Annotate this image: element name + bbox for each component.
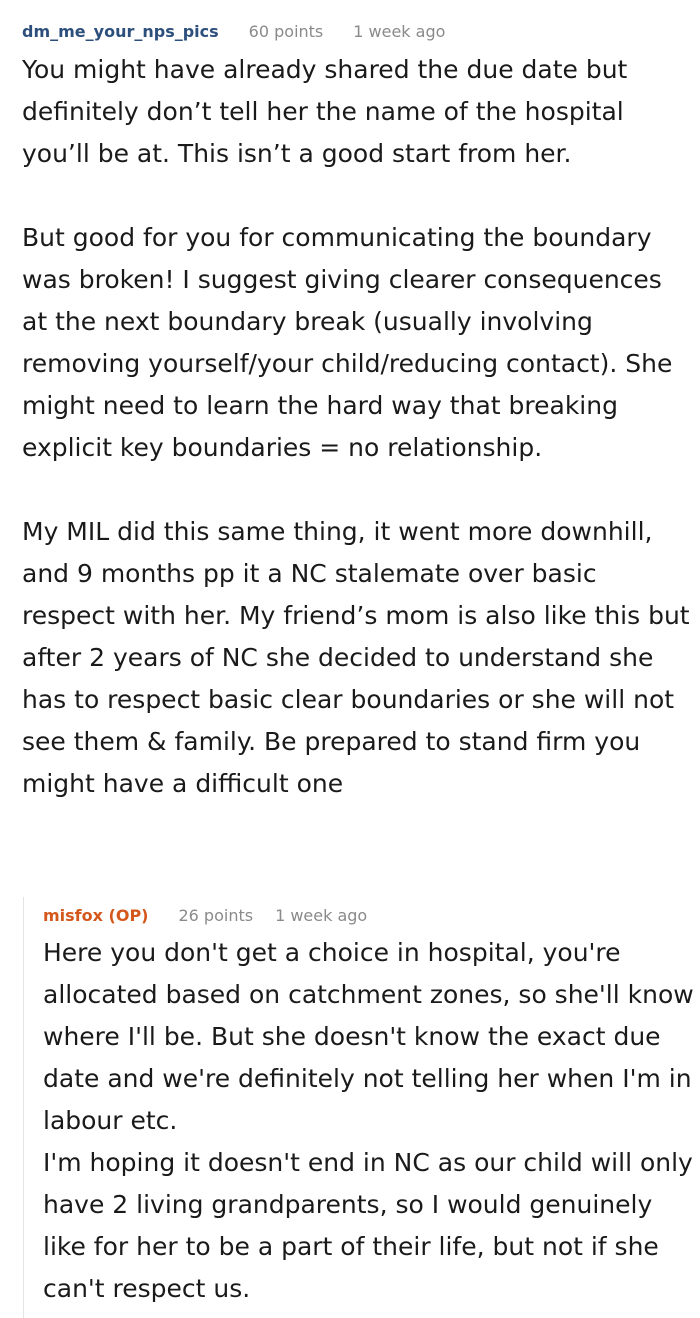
reply-paragraph: Here you don't get a choice in hospital, you're allocated based on catchment zones, so she'll know where I'll be. But she doesn't know the exact due date and we're definitely not telling her when I'm in labour etc.	[43, 938, 694, 1135]
reply-username[interactable]: misfox (OP)	[43, 905, 149, 925]
comment-timestamp[interactable]: 1 week ago	[353, 21, 446, 41]
reply-points: 26 points	[178, 905, 254, 925]
reply-meta	[43, 904, 367, 926]
reply-paragraph: I'm hoping it doesn't end in NC as our child will only have 2 living grandparents, so I would genuinely like for her to be a part of their life, but not if she can't respect us.	[43, 1148, 693, 1303]
comment-body	[22, 49, 694, 805]
comment-points: 60 points	[248, 21, 324, 41]
comment-username[interactable]: dm_me_your_nps_pics	[22, 21, 219, 41]
reply-timestamp[interactable]: 1 week ago	[275, 905, 368, 925]
comment-paragraph: My MIL did this same thing, it went more downhill, and 9 months pp it a NC stalemate over basic respect with her. My friend’s mom is also like this but after 2 years of NC she decided to understand she has to respect basic clear boundaries or she will not see them & family. Be prepared to stand firm you might have a difficult one	[22, 517, 690, 798]
comment-paragraph: You might have already shared the due date but definitely don’t tell her the name of the hospital you’ll be at. This isn’t a good start from her.	[22, 55, 628, 168]
reply-thread-line[interactable]	[23, 897, 24, 1318]
comment-meta	[22, 20, 445, 42]
comment-paragraph: But good for you for communicating the boundary was broken! I suggest giving clearer consequences at the next boundary break (usually involving removing yourself/your child/reducing contact). She might need to learn the hard way that breaking explicit key boundaries = no relationship.	[22, 223, 673, 462]
reply-body	[43, 932, 695, 1310]
